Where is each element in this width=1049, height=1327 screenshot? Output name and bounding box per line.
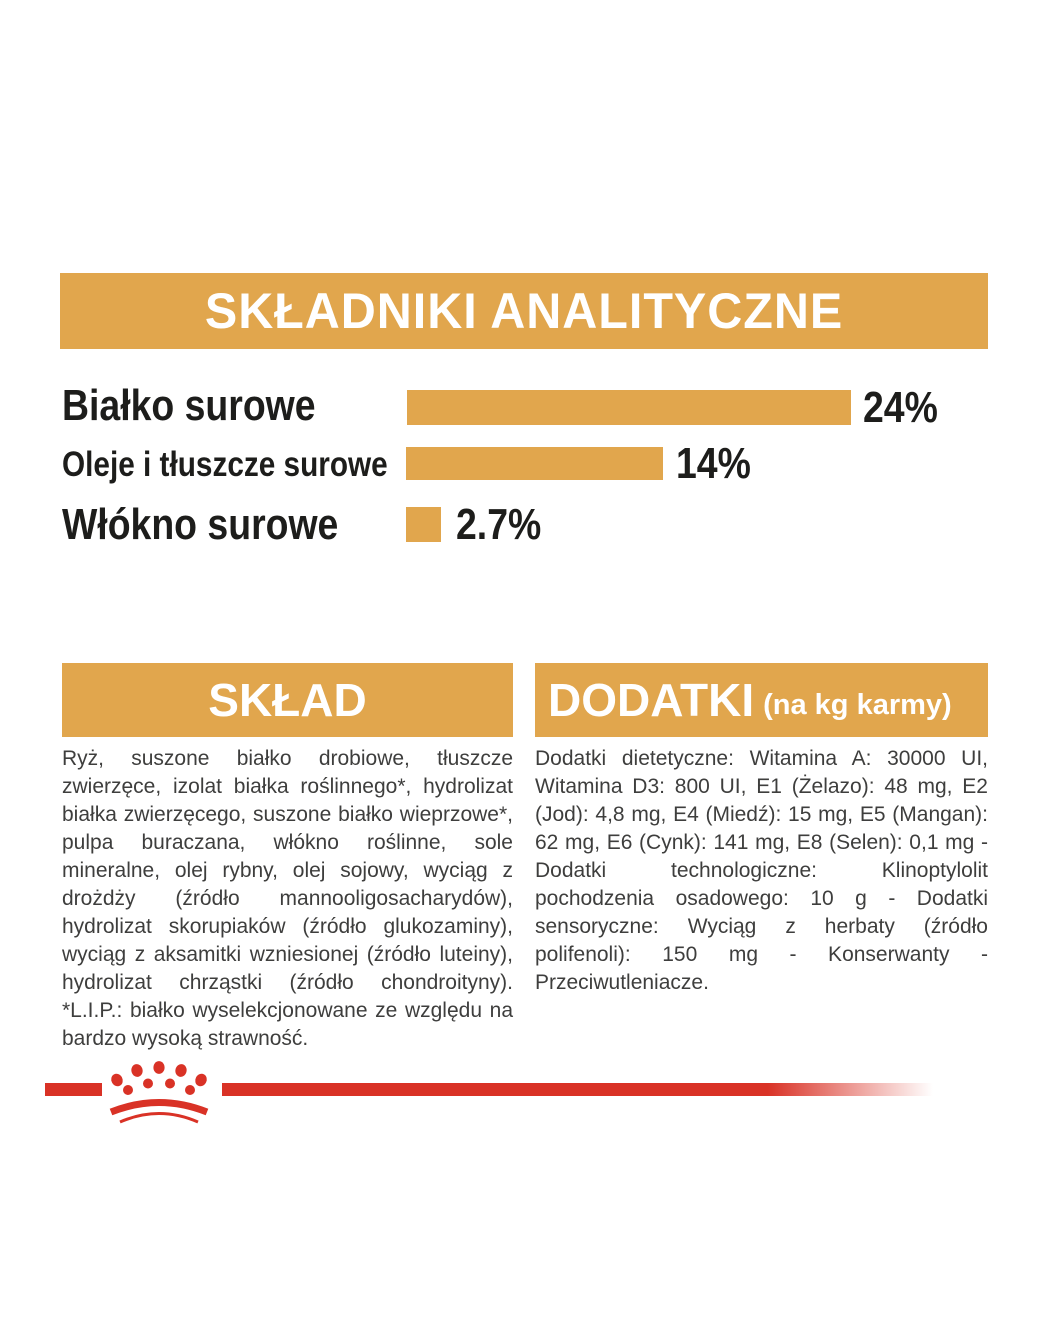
chart-bar (406, 507, 441, 542)
composition-banner (62, 663, 513, 737)
chart-value-label: 2.7% (456, 500, 542, 549)
chart-bar (407, 390, 851, 425)
analytical-components-title: SKŁADNIKI ANALITYCZNE (204, 283, 844, 339)
additives-body-text: Dodatki dietetyczne: Witamina A: 30000 UI, Witamina D3: 800 UI, E1 (Żelazo): 48 mg, E2 (Jod): 4,8 mg, E4 (Miedź): 15 mg, E5 (Mangan): 62 mg, E6 (Cynk): 141 mg, E8 (Selen): 0,1 mg - Dodatki technologiczne: Klinoptylolit pochodzenia osadowego: 10 g - Dodatki sensoryczne: Wyciąg z herbaty (źródło polifenoli): 150 mg - Konserwanty - Przeciwutleniacze. (535, 747, 988, 994)
chart-category-label: Białko surowe (62, 381, 316, 430)
chart-category-label: Oleje i tłuszcze surowe (62, 445, 388, 484)
chart-value-label: 14% (676, 439, 751, 488)
chart-category-label: Włókno surowe (62, 500, 339, 549)
analytical-components-banner (60, 273, 988, 349)
additives-title-suffix: (na kg karmy) (763, 688, 952, 721)
footer-rule-left (45, 1083, 102, 1096)
chart-bar (406, 447, 663, 480)
chart-value-label: 24% (863, 383, 938, 432)
composition-body-text: Ryż, suszone białko drobiowe, tłuszcze zwierzęce, izolat białka roślinnego*, hydrolizat białka zwierzęcego, suszone białko wieprzowe*, pulpa buraczana, włókno roślinne, sole mineralne, olej rybny, olej sojowy, wyciąg z drożdży (źródło mannooligosacharydów), hydrolizat skorupiaków (źródło glukozaminy), wyciąg z aksamitki wzniesionej (źródło luteiny), hydrolizat chrząstki (źródło chondroityny). *L.I.P.: białko wyselekcjonowane ze względu na bardzo wysoką strawność. (62, 747, 513, 1050)
additives-title: DODATKI (548, 674, 755, 726)
footer-rule-right (222, 1083, 940, 1096)
royal-canin-crown-logo-icon (103, 1060, 215, 1132)
additives-banner (535, 663, 988, 737)
composition-title: SKŁAD (208, 674, 367, 726)
